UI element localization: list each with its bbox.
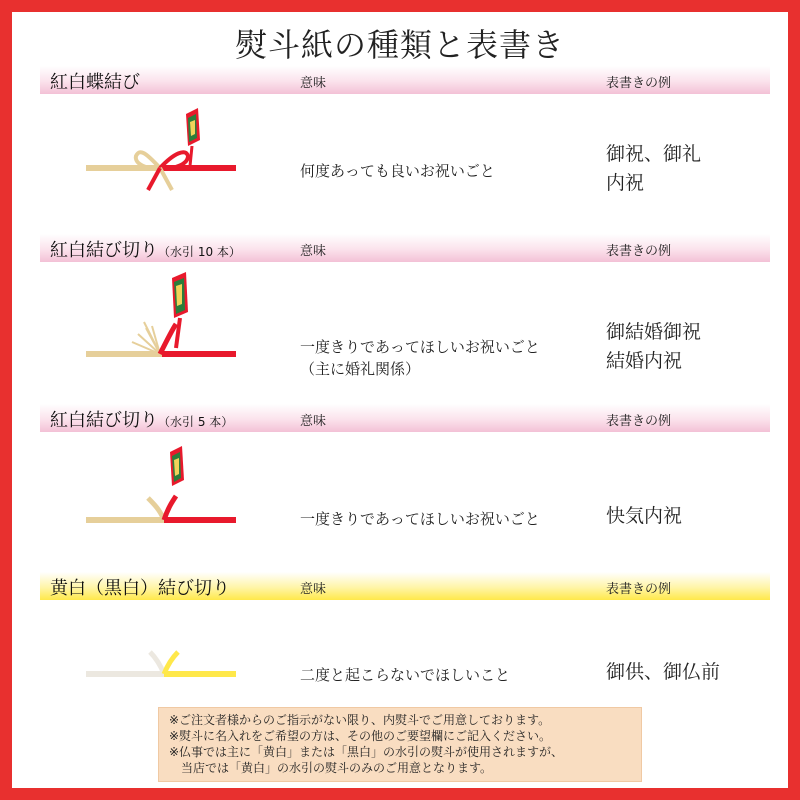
example-column-label: 表書きの例 [606,244,672,259]
section-bow-red-white [40,66,770,226]
meaning-text: 一度きりであってほしいお祝いごと [300,510,540,528]
section-name: 紅白結び切り（水引 5 本） [50,410,234,431]
section-name: 紅白結び切り（水引 10 本） [50,240,241,261]
example-text: 快気内祝 [606,505,683,527]
section-name: 紅白蝶結び [50,72,140,93]
mizuhiki-bow-icon [76,98,236,198]
meaning-text: 何度あっても良いお祝いごと [300,162,495,180]
note-line: ※仏事では主に「黄白」または「黒白」の水引の熨斗が使用されますが、 [169,745,564,759]
meaning-column-label: 意味 [300,76,327,91]
meaning-column-label: 意味 [300,244,327,259]
example-column-label: 表書きの例 [606,76,672,91]
section-header [40,66,770,94]
page-title: 熨斗紙の種類と表書き [234,26,565,64]
section-header [40,234,770,262]
mizuhiki-knot-yellow-white-icon [76,614,236,694]
meaning-column-label: 意味 [300,582,327,597]
example-column-label: 表書きの例 [606,414,672,429]
note-line: ※ご注文者様からのご指示がない限り、内熨斗でご用意しております。 [169,713,551,727]
section-knot-red-white-10 [40,234,770,394]
notes-box [158,707,642,782]
example-column-label: 表書きの例 [606,582,672,597]
section-name: 黄白（黒白）結び切り [50,578,230,599]
example-text: 御結婚御祝 結婚内祝 [606,321,702,372]
mizuhiki-knot-10-icon [76,268,236,368]
mizuhiki-knot-5-icon [76,440,236,540]
note-line: 当店では「黄白」の水引の熨斗のみのご用意となります。 [169,761,493,775]
section-header [40,572,770,600]
meaning-text: 二度と起こらないでほしいこと [300,666,511,684]
meaning-text: 一度きりであってほしいお祝いごと （主に婚礼関係） [300,338,540,378]
note-line: ※熨斗に名入れをご希望の方は、その他のご要望欄にご記入ください。 [169,729,552,743]
section-knot-red-white-5 [40,404,770,564]
page-frame [12,12,788,788]
example-text: 御供、御仏前 [606,661,721,683]
section-header [40,404,770,432]
meaning-column-label: 意味 [300,414,327,429]
example-text: 御祝、御礼 内祝 [606,143,702,194]
